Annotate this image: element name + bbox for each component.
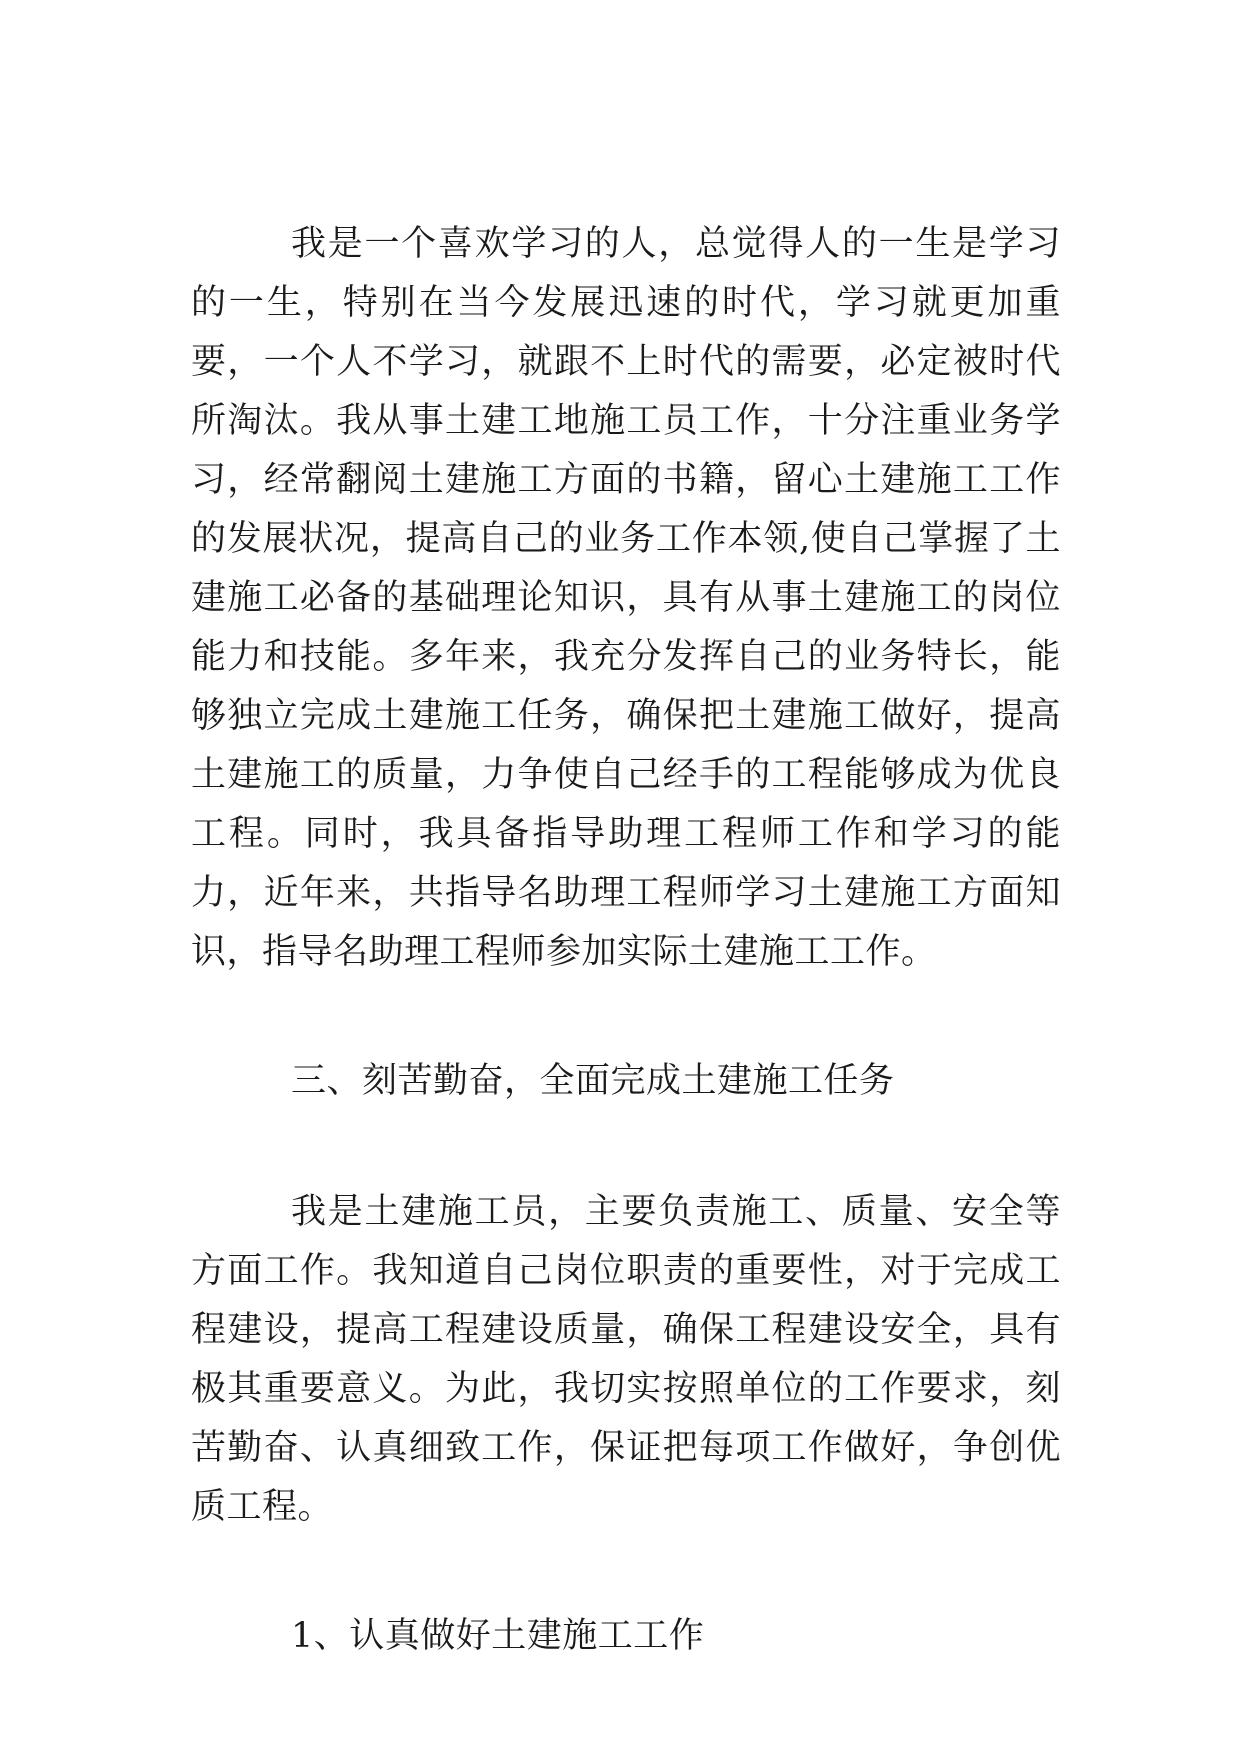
spacer: [191, 1537, 1061, 1607]
subsection-heading-3-1: 1、认真做好土建施工工作: [291, 1616, 705, 1656]
spacer: [191, 982, 1061, 1052]
document-body: [191, 215, 1061, 1666]
spacer: [191, 1111, 1061, 1183]
paragraph-duties: 我是土建施工员，主要负责施工、质量、安全等方面工作。我知道自己岗位职责的重要性，对于完成工程建设，提高工程建设质量，确保工程建设安全，具有极其重要意义。为此，我切实按照单位的工作要求，刻苦勤奋、认真细致工作，保证把每项工作做好，争创优质工程。: [191, 1192, 1061, 1527]
section-heading-3: 三、刻苦勤奋，全面完成土建施工任务: [291, 1061, 895, 1101]
paragraph-learning: 我是一个喜欢学习的人，总觉得人的一生是学习的一生，特别在当今发展迅速的时代，学习就更加重要，一个人不学习，就跟不上时代的需要，必定被时代所淘汰。我从事土建工地施工员工作，十分注重业务学习，经常翻阅土建施工方面的书籍，留心土建施工工作的发展状况，提高自己的业务工作本领,使自己掌握了土建施工必备的基础理论知识，具有从事土建施工的岗位能力和技能。多年来，我充分发挥自己的业务特长，能够独立完成土建施工任务，确保把土建施工做好，提高土建施工的质量，力争使自己经手的工程能够成为优良工程。同时，我具备指导助理工程师工作和学习的能力，近年来，共指导名助理工程师学习土建施工方面知识，指导名助理工程师参加实际土建施工工作。: [191, 224, 1061, 972]
